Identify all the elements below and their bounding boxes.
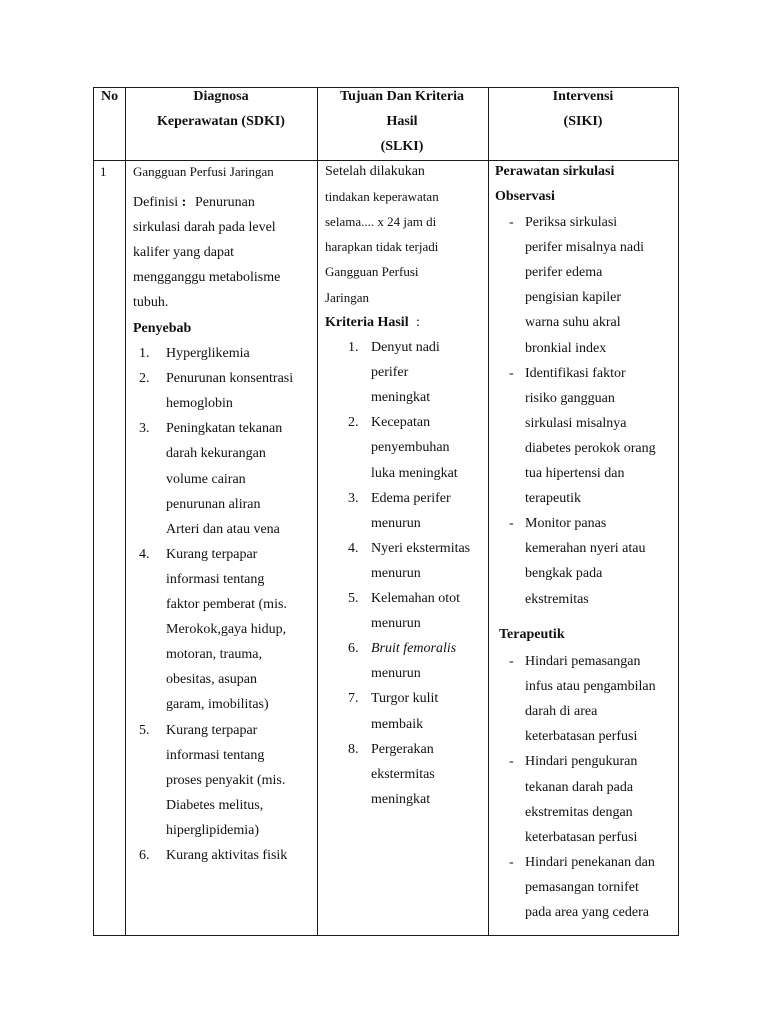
penyebab-item-number: 6.	[139, 848, 150, 863]
kriteria-item-text: Pergerakan	[371, 741, 434, 757]
penyebab-item-text: Merokok,gaya hidup,	[166, 622, 287, 638]
observasi-item-text: ekstremitas	[525, 591, 589, 607]
kriteria-item-text: perifer	[371, 365, 409, 381]
penyebab-item-text: hiperglipidemia)	[166, 822, 260, 838]
penyebab-item-text: Kurang terpapar	[166, 722, 258, 738]
table-border-left	[93, 87, 94, 936]
tujuan-intro-line: harapkan tidak terjadi	[325, 239, 439, 255]
observasi-label: Observasi	[495, 189, 555, 204]
penyebab-item-text: penurunan aliran	[166, 496, 261, 512]
observasi-item-text: pengisian kapiler	[525, 290, 622, 306]
terapeutik-item-text: ekstremitas dengan	[525, 804, 633, 820]
observasi-item-text: kemerahan nyeri atau	[525, 541, 646, 557]
kriteria-item-text: Edema perifer	[371, 490, 451, 506]
observasi-item-text: bronkial index	[525, 340, 607, 356]
kriteria-item-text: ekstermitas	[371, 766, 435, 782]
penyebab-item-text: faktor pemberat (mis.	[166, 597, 287, 612]
bullet-dash: -	[509, 754, 514, 770]
observasi-item-text: warna suhu akral	[525, 315, 621, 331]
observasi-item-text: bengkak pada	[525, 566, 603, 582]
observasi-item-text: risiko gangguan	[525, 390, 615, 406]
header-row-divider	[93, 160, 679, 161]
penyebab-item-number: 1.	[139, 346, 150, 361]
penyebab-item-number: 4.	[139, 546, 150, 562]
kriteria-item-text: meningkat	[371, 791, 431, 807]
observasi-item-text: terapeutik	[525, 491, 581, 507]
header-intervensi-line2: (SIKI)	[563, 114, 603, 129]
kriteria-item-text: menurun	[371, 666, 421, 682]
observasi-item-text: sirkulasi misalnya	[525, 415, 627, 431]
penyebab-item-number: 2.	[139, 371, 150, 387]
kriteria-item-number: 1.	[348, 340, 359, 355]
penyebab-item-number: 5.	[139, 722, 150, 738]
header-tujuan-line3: (SLKI)	[380, 139, 424, 154]
penyebab-item-text: Kurang terpapar	[166, 546, 258, 562]
definisi-word: Definisi	[133, 195, 182, 210]
tujuan-intro-line: Setelah dilakukan	[325, 164, 425, 179]
definisi-colon: :	[181, 195, 187, 210]
terapeutik-item-text: Hindari penekanan dan	[525, 854, 655, 870]
penyebab-item-text: Peningkatan tekanan	[166, 421, 283, 437]
header-tujuan-line2: Hasil	[386, 114, 418, 129]
tujuan-intro-line: Gangguan Perfusi	[325, 264, 419, 280]
column-divider-1	[125, 87, 126, 936]
column-divider-3	[488, 87, 489, 936]
kriteria-item-text: Turgor kulit	[371, 691, 439, 707]
terapeutik-item-text: keterbatasan perfusi	[525, 829, 638, 845]
penyebab-item-text: Arteri dan atau vena	[166, 521, 280, 537]
terapeutik-item-text: Hindari pengukuran	[525, 754, 638, 770]
kriteria-item-number: 5.	[348, 591, 359, 606]
kriteria-item-text: membaik	[371, 716, 424, 732]
table-border-bottom	[93, 935, 679, 936]
header-tujuan-line1: Tujuan Dan Kriteria	[340, 89, 464, 104]
penyebab-item-text: informasi tentang	[166, 571, 265, 587]
kriteria-item-text: meningkat	[371, 390, 431, 406]
terapeutik-label: Terapeutik	[499, 627, 565, 642]
definisi-text-line: tubuh.	[133, 295, 169, 311]
bullet-dash: -	[509, 654, 514, 669]
kriteria-item-text: Kelemahan otot	[371, 591, 461, 606]
kriteria-item-text: penyembuhan	[371, 440, 450, 456]
kriteria-item-text: menurun	[371, 515, 421, 531]
penyebab-item-text: volume cairan	[166, 471, 246, 487]
observasi-item-text: Monitor panas	[525, 516, 607, 532]
tujuan-intro-line: tindakan keperawatan	[325, 189, 439, 205]
terapeutik-item-text: pemasangan tornifet	[525, 879, 639, 895]
table-border-right	[678, 87, 679, 936]
kriteria-hasil-label: Kriteria Hasil	[325, 315, 409, 330]
observasi-item-text: Periksa sirkulasi	[525, 215, 618, 230]
kriteria-item-text: luka meningkat	[371, 465, 458, 481]
intervensi-title: Perawatan sirkulasi	[495, 164, 615, 179]
terapeutik-item-text: keterbatasan perfusi	[525, 729, 638, 745]
penyebab-item-text: Kurang aktivitas fisik	[166, 848, 288, 863]
kriteria-item-number: 8.	[348, 741, 359, 757]
header-diagnosa-line1: Diagnosa	[193, 89, 249, 104]
penyebab-item-number: 3.	[139, 421, 150, 437]
penyebab-item-text: darah kekurangan	[166, 446, 266, 462]
definisi-text-line: Penurunan	[195, 195, 255, 210]
kriteria-item-text: Bruit femoralis	[371, 641, 457, 657]
kriteria-item-text: Nyeri ekstermitas	[371, 540, 471, 556]
bullet-dash: -	[509, 516, 514, 532]
definisi-text-line: sirkulasi darah pada level	[133, 220, 276, 236]
penyebab-item-text: Hyperglikemia	[166, 346, 250, 361]
header-no: No	[101, 89, 119, 104]
terapeutik-item-text: infus atau pengambilan	[525, 679, 656, 695]
definisi-text-line: mengganggu metabolisme	[133, 270, 281, 286]
diagnosa-title: Gangguan Perfusi Jaringan	[133, 164, 274, 179]
table-border-top	[93, 87, 679, 88]
observasi-item-text: perifer edema	[525, 265, 603, 281]
kriteria-item-text: Denyut nadi	[371, 340, 440, 355]
terapeutik-item-text: tekanan darah pada	[525, 779, 634, 795]
tujuan-intro-line: Jaringan	[325, 289, 370, 305]
kriteria-item-number: 6.	[348, 641, 359, 657]
tujuan-intro-line: selama.... x 24 jam di	[325, 214, 437, 230]
penyebab-item-text: proses penyakit (mis.	[166, 772, 286, 788]
observasi-item-text: Identifikasi faktor	[525, 365, 626, 381]
kriteria-item-number: 4.	[348, 540, 359, 556]
kriteria-item-text: menurun	[371, 616, 421, 632]
kriteria-item-number: 2.	[348, 415, 359, 431]
terapeutik-item-text: Hindari pemasangan	[525, 654, 641, 669]
bullet-dash: -	[509, 854, 514, 870]
penyebab-item-text: Penurunan konsentrasi	[166, 371, 294, 387]
kriteria-item-text: menurun	[371, 565, 421, 581]
kriteria-item-text: Kecepatan	[371, 415, 431, 431]
penyebab-item-text: informasi tentang	[166, 747, 265, 763]
kriteria-item-number: 7.	[348, 691, 359, 707]
penyebab-label: Penyebab	[133, 321, 192, 336]
row-number: 1	[100, 164, 107, 179]
bullet-dash: -	[509, 365, 514, 381]
header-intervensi-line1: Intervensi	[552, 89, 614, 104]
observasi-item-text: perifer misalnya nadi	[525, 240, 644, 256]
header-diagnosa-line2: Keperawatan (SDKI)	[157, 114, 285, 129]
penyebab-item-text: Diabetes melitus,	[166, 797, 264, 813]
penyebab-item-text: garam, imobilitas)	[166, 697, 269, 713]
observasi-item-text: diabetes perokok orang	[525, 440, 656, 456]
penyebab-item-text: motoran, trauma,	[166, 647, 263, 663]
penyebab-item-text: obesitas, asupan	[166, 672, 257, 688]
observasi-item-text: tua hipertensi dan	[525, 466, 625, 481]
penyebab-item-text: hemoglobin	[166, 396, 233, 412]
column-divider-2	[317, 87, 318, 936]
kriteria-item-number: 3.	[348, 490, 359, 506]
definisi-label	[133, 195, 186, 211]
definisi-text-line: kalifer yang dapat	[133, 245, 235, 261]
bullet-dash: -	[509, 215, 514, 230]
terapeutik-item-text: darah di area	[525, 704, 598, 720]
kriteria-hasil-colon: :	[416, 315, 420, 330]
terapeutik-item-text: pada area yang cedera	[525, 905, 649, 920]
